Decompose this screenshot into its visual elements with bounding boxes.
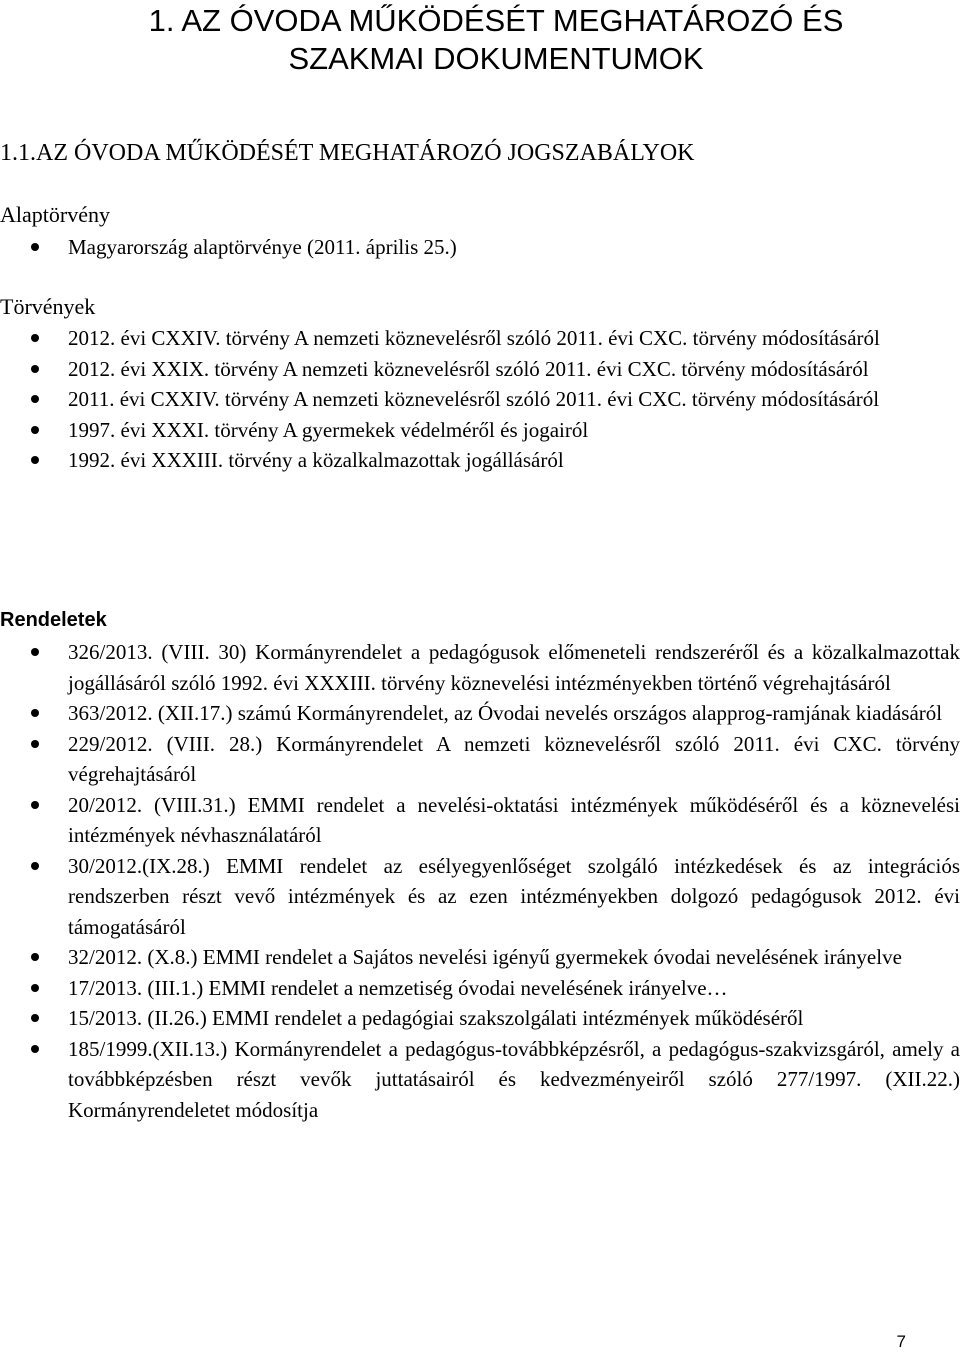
list-item: 2012. évi CXXIV. törvény A nemzeti köznevelésről szóló 2011. évi CXC. törvény módosításáról — [0, 323, 960, 354]
torvenyek-list — [0, 323, 960, 476]
list-item: 2012. évi XXIX. törvény A nemzeti köznevelésről szóló 2011. évi CXC. törvény módosításáról — [0, 354, 960, 385]
list-item: 30/2012.(IX.28.) EMMI rendelet az esélyegyenlőséget szolgáló intézkedések és az integrációs rendszerben részt vevő intézmények és az ezen intézményekben dolgozó pedagógusok 2012. évi támogatásáról — [0, 851, 960, 943]
list-item: 229/2012. (VIII. 28.) Kormányrendelet A nemzeti köznevelésről szóló 2011. évi CXC. törvény végrehajtásáról — [0, 729, 960, 790]
list-item: 20/2012. (VIII.31.) EMMI rendelet a nevelési-oktatási intézmények működéséről és a köznevelési intézmények névhasználatáról — [0, 790, 960, 851]
list-item: 1997. évi XXXI. törvény A gyermekek védelméről és jogairól — [0, 415, 960, 446]
list-item: Magyarország alaptörvénye (2011. április 25.) — [0, 232, 960, 263]
list-item: 17/2013. (III.1.) EMMI rendelet a nemzetiség óvodai nevelésének irányelve… — [0, 973, 960, 1004]
list-item: 32/2012. (X.8.) EMMI rendelet a Sajátos nevelési igényű gyermekek óvodai nevelésének irányelve — [0, 942, 960, 973]
page-number: 7 — [896, 1332, 906, 1351]
alaptorveny-list — [0, 232, 960, 263]
list-item: 185/1999.(XII.13.) Kormányrendelet a pedagógus-továbbképzésről, a pedagógus-szakvizsgáról, amely a továbbképzésben részt vevők juttatásairól és kedvezményeiről szóló 277/1997. (XII.22.) Kormányrendeletet módosítja — [0, 1034, 960, 1126]
section-title-rendeletek: Rendeletek — [0, 609, 107, 631]
list-item: 15/2013. (II.26.) EMMI rendelet a pedagógiai szakszolgálati intézmények működéséről — [0, 1003, 960, 1034]
list-item: 2011. évi CXXIV. törvény A nemzeti köznevelésről szóló 2011. évi CXC. törvény módosításáról — [0, 384, 960, 415]
main-heading: 1. AZ ÓVODA MŰKÖDÉSÉT MEGHATÁROZÓ ÉS SZAKMAI DOKUMENTUMOK — [148, 3, 844, 76]
section-title-torvenyek: Törvények — [0, 294, 96, 319]
section-title-alaptorveny: Alaptörvény — [0, 202, 110, 227]
list-item: 1992. évi XXXIII. törvény a közalkalmazottak jogállásáról — [0, 445, 960, 476]
list-item: 326/2013. (VIII. 30) Kormányrendelet a pedagógusok előmeneteli rendszeréről és a közalkalmazottak jogállásáról szóló 1992. évi XXXIII. törvény köznevelési intézményekben történő végrehajtásáról — [0, 637, 960, 698]
list-item: 363/2012. (XII.17.) számú Kormányrendelet, az Óvodai nevelés országos alapprog-ramjának kiadásáról — [0, 698, 960, 729]
sub-heading: 1.1.AZ ÓVODA MŰKÖDÉSÉT MEGHATÁROZÓ JOGSZABÁLYOK — [0, 140, 695, 166]
rendeletek-list — [0, 637, 960, 1125]
